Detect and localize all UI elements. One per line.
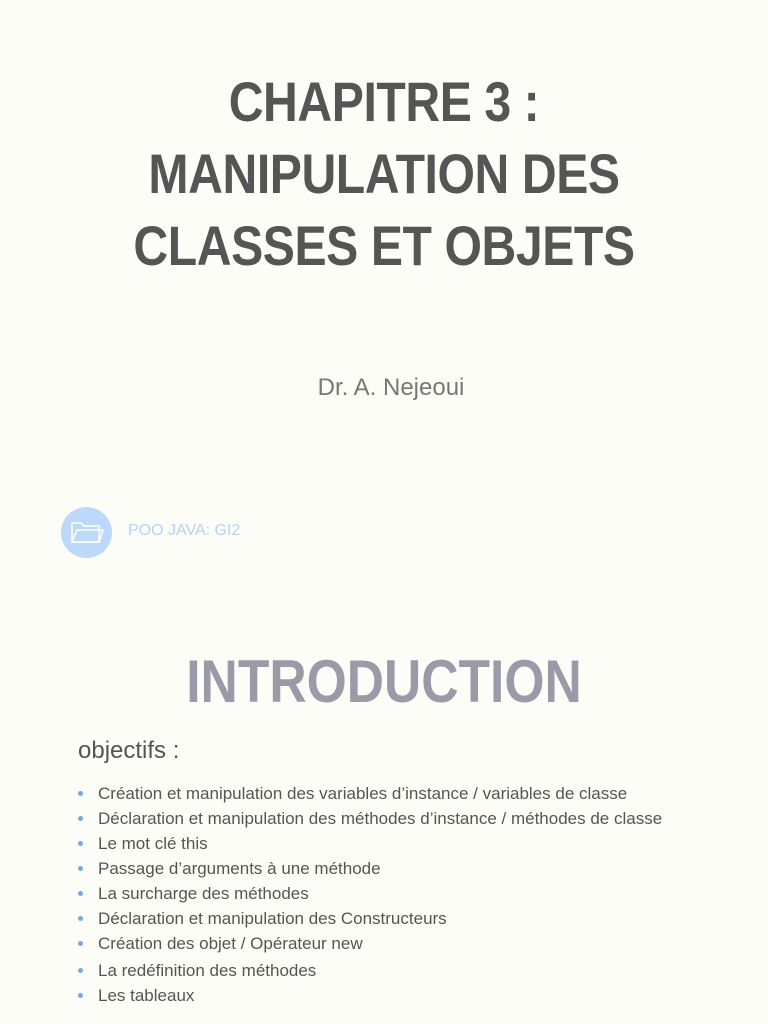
bullet-dot-icon	[78, 891, 83, 896]
course-label: POO JAVA: GI2	[128, 522, 241, 539]
list-item: Création et manipulation des variables d’instance / variables de classe	[78, 783, 690, 805]
chapter-title	[54, 66, 714, 282]
list-item: Les tableaux	[78, 985, 690, 1007]
bullet-dot-icon	[78, 816, 83, 821]
bullet-dot-icon	[78, 993, 83, 998]
bullet-dot-icon	[78, 866, 83, 871]
list-item: Passage d’arguments à une méthode	[78, 858, 690, 880]
bullet-dot-icon	[78, 791, 83, 796]
objectives-list	[78, 783, 690, 1010]
author-name: Dr. A. Nejeoui	[317, 374, 465, 401]
chapter-title-line-1: CHAPITRE 3 :	[228, 70, 540, 133]
introduction-title: INTRODUCTION	[186, 648, 582, 715]
bullet-dot-icon	[78, 916, 83, 921]
list-item: La redéfinition des méthodes	[78, 960, 690, 982]
bullet-dot-icon	[78, 968, 83, 973]
list-item: Déclaration et manipulation des Constructeurs	[78, 908, 690, 930]
list-item: La surcharge des méthodes	[78, 883, 690, 905]
chapter-title-line-2: MANIPULATION DES	[148, 142, 620, 205]
bullet-dot-icon	[78, 941, 83, 946]
objectives-heading: objectifs :	[78, 737, 180, 764]
chapter-title-line-3: CLASSES ET OBJETS	[133, 214, 635, 277]
folder-icon	[69, 517, 105, 547]
list-item: Le mot clé this	[78, 833, 690, 855]
list-item: Création des objet / Opérateur new	[78, 933, 690, 955]
folder-icon-badge	[61, 507, 112, 558]
list-item: Déclaration et manipulation des méthodes d’instance / méthodes de classe	[78, 808, 690, 830]
bullet-dot-icon	[78, 841, 83, 846]
